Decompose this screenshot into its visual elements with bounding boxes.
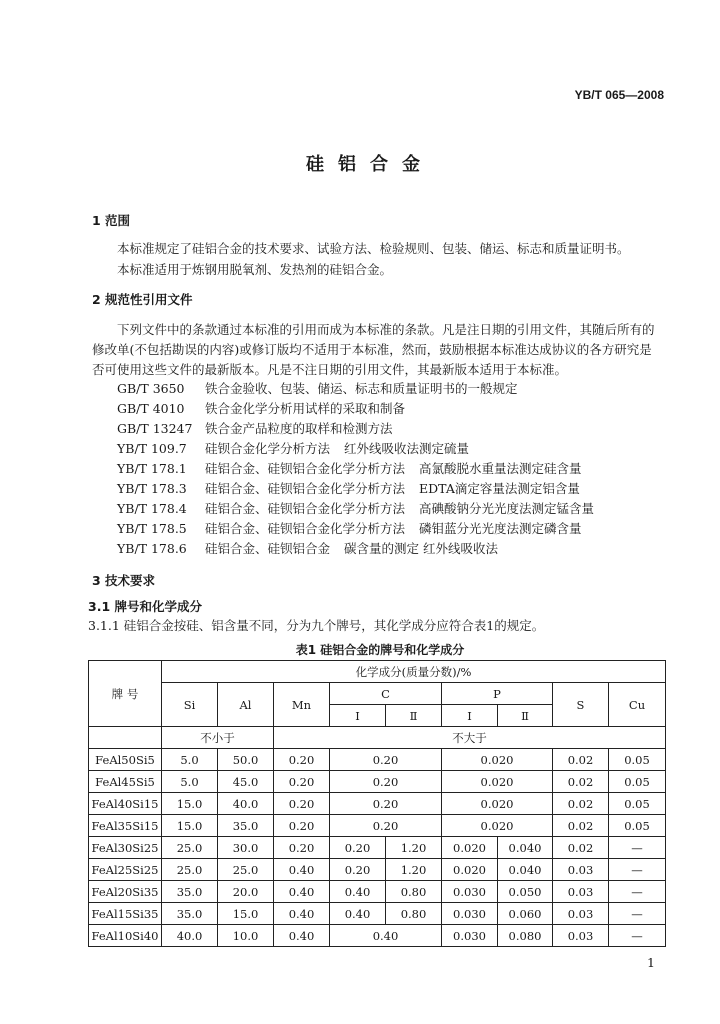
reference-title: 硅铝合金、硅钡铝合金化学分析方法 xyxy=(205,501,406,516)
composition-header: 化学成分(质量分数)/% xyxy=(162,661,666,683)
cell-c1: 0.40 xyxy=(330,903,386,925)
cell-s: 0.03 xyxy=(553,859,609,881)
subsection-heading: 3.1 牌号和化学成分 xyxy=(88,599,202,614)
cell-brand: FeAl45Si5 xyxy=(89,771,162,793)
col-c: C xyxy=(330,683,442,705)
reference-code: YB/T 178.1 xyxy=(117,461,187,476)
table-row xyxy=(89,881,666,903)
cell-p1: 0.030 xyxy=(442,903,498,925)
cell-s: 0.02 xyxy=(553,771,609,793)
cell-cu: — xyxy=(609,925,666,947)
cell-s: 0.02 xyxy=(553,815,609,837)
table-row xyxy=(89,837,666,859)
clause-text: 3.1.1 硅铝合金按硅、铝含量不同，分为九个牌号，其化学成分应符合表1的规定。 xyxy=(88,618,545,633)
cell-p1: 0.020 xyxy=(442,837,498,859)
reference-method: 高氯酸脱水重量法测定硅含量 xyxy=(419,461,582,476)
reference-item xyxy=(117,519,582,537)
cell-p2: 0.040 xyxy=(498,837,553,859)
cell-cu: — xyxy=(609,859,666,881)
reference-title: 硅铝合金、硅钡铝合金 xyxy=(205,541,331,556)
cell-s: 0.02 xyxy=(553,837,609,859)
reference-title: 铁合金化学分析用试样的采取和制备 xyxy=(205,401,406,416)
cell-si: 15.0 xyxy=(162,793,218,815)
paragraph-line: 修改单(不包括勘误的内容)或修订版均不适用于本标准，然而，鼓励根据本标准达成协议的各方研究是 xyxy=(92,342,652,357)
table-row xyxy=(89,749,666,771)
cell-c: 0.20 xyxy=(330,793,442,815)
cell-p1: 0.030 xyxy=(442,925,498,947)
col-al: Al xyxy=(218,683,274,727)
cell-al: 15.0 xyxy=(218,903,274,925)
cell-al: 25.0 xyxy=(218,859,274,881)
table-row xyxy=(89,771,666,793)
cell-mn: 0.20 xyxy=(274,837,330,859)
cell-si: 5.0 xyxy=(162,749,218,771)
cell-p2: 0.040 xyxy=(498,859,553,881)
paragraph: 本标准适用于炼钢用脱氧剂、发热剂的硅铝合金。 xyxy=(117,262,393,277)
reference-item xyxy=(117,499,594,517)
col-si: Si xyxy=(162,683,218,727)
section-2-heading: 2 规范性引用文件 xyxy=(92,292,193,307)
col-cu: Cu xyxy=(609,683,666,727)
cell-brand: FeAl50Si5 xyxy=(89,749,162,771)
cell-s: 0.02 xyxy=(553,793,609,815)
reference-code: YB/T 178.6 xyxy=(117,541,187,556)
cell-mn: 0.20 xyxy=(274,815,330,837)
cell-brand: FeAl35Si15 xyxy=(89,815,162,837)
paragraph-line: 否可使用这些文件的最新版本。凡是不注日期的引用文件，其最新版本适用于本标准。 xyxy=(92,362,568,377)
table-caption: 表1 硅铝合金的牌号和化学成分 xyxy=(295,643,465,657)
cell-cu: — xyxy=(609,903,666,925)
document-title: 硅铝合金 xyxy=(306,154,434,175)
empty-cell xyxy=(89,727,162,749)
cell-al: 20.0 xyxy=(218,881,274,903)
paragraph: 本标准规定了硅铝合金的技术要求、试验方法、检验规则、包装、储运、标志和质量证明书。 xyxy=(117,241,630,256)
cell-s: 0.03 xyxy=(553,881,609,903)
cell-mn: 0.20 xyxy=(274,793,330,815)
reference-item xyxy=(117,539,498,557)
col-p-ii: Ⅱ xyxy=(498,705,553,727)
cell-s: 0.03 xyxy=(553,925,609,947)
cell-al: 40.0 xyxy=(218,793,274,815)
cell-cu: — xyxy=(609,837,666,859)
col-c-ii: Ⅱ xyxy=(386,705,442,727)
cell-si: 35.0 xyxy=(162,903,218,925)
reference-method: 碳含量的测定 红外线吸收法 xyxy=(344,541,498,556)
cell-c1: 0.20 xyxy=(330,837,386,859)
cell-c2: 0.80 xyxy=(386,903,442,925)
cell-brand: FeAl15Si35 xyxy=(89,903,162,925)
cell-mn: 0.20 xyxy=(274,771,330,793)
cell-cu: 0.05 xyxy=(609,793,666,815)
col-mn: Mn xyxy=(274,683,330,727)
col-p-i: Ⅰ xyxy=(442,705,498,727)
cell-cu: 0.05 xyxy=(609,771,666,793)
cell-si: 15.0 xyxy=(162,815,218,837)
cell-cu: 0.05 xyxy=(609,749,666,771)
cell-p1: 0.020 xyxy=(442,859,498,881)
page-number: 1 xyxy=(647,955,655,970)
cell-brand: FeAl25Si25 xyxy=(89,859,162,881)
cell-c: 0.20 xyxy=(330,749,442,771)
reference-code: GB/T 3650 xyxy=(117,381,185,396)
reference-item xyxy=(117,459,582,477)
reference-item xyxy=(117,479,580,497)
reference-code: GB/T 4010 xyxy=(117,401,185,416)
cell-mn: 0.40 xyxy=(274,925,330,947)
cell-si: 40.0 xyxy=(162,925,218,947)
standard-number: YB/T 065—2008 xyxy=(574,88,664,102)
cell-mn: 0.40 xyxy=(274,859,330,881)
reference-method: 磷钼蓝分光光度法测定磷含量 xyxy=(419,521,582,536)
max-label: 不大于 xyxy=(274,727,666,749)
table-row xyxy=(89,815,666,837)
brand-header: 牌 号 xyxy=(89,661,162,727)
reference-code: YB/T 178.4 xyxy=(117,501,187,516)
cell-brand: FeAl10Si40 xyxy=(89,925,162,947)
reference-title: 硅钡合金化学分析方法 xyxy=(205,441,331,456)
cell-s: 0.03 xyxy=(553,903,609,925)
cell-al: 50.0 xyxy=(218,749,274,771)
cell-p1: 0.030 xyxy=(442,881,498,903)
reference-title: 硅铝合金、硅钡铝合金化学分析方法 xyxy=(205,481,406,496)
cell-c1: 0.40 xyxy=(330,881,386,903)
cell-c: 0.20 xyxy=(330,771,442,793)
reference-title: 硅铝合金、硅钡铝合金化学分析方法 xyxy=(205,521,406,536)
cell-c: 0.20 xyxy=(330,815,442,837)
cell-mn: 0.40 xyxy=(274,881,330,903)
cell-brand: FeAl20Si35 xyxy=(89,881,162,903)
cell-p2: 0.060 xyxy=(498,903,553,925)
cell-c: 0.40 xyxy=(330,925,442,947)
reference-code: GB/T 13247 xyxy=(117,421,193,436)
cell-c1: 0.20 xyxy=(330,859,386,881)
cell-p: 0.020 xyxy=(442,771,553,793)
cell-c2: 0.80 xyxy=(386,881,442,903)
paragraph-line: 下列文件中的条款通过本标准的引用而成为本标准的条款。凡是注日期的引用文件，其随后所有的 xyxy=(117,322,655,337)
reference-code: YB/T 178.3 xyxy=(117,481,187,496)
reference-item xyxy=(117,379,532,397)
cell-mn: 0.40 xyxy=(274,903,330,925)
cell-al: 45.0 xyxy=(218,771,274,793)
cell-cu: — xyxy=(609,881,666,903)
composition-table xyxy=(88,660,666,947)
reference-title: 铁合金产品粒度的取样和检测方法 xyxy=(205,421,393,436)
cell-p2: 0.050 xyxy=(498,881,553,903)
table-row xyxy=(89,903,666,925)
col-s: S xyxy=(553,683,609,727)
cell-si: 25.0 xyxy=(162,837,218,859)
cell-al: 10.0 xyxy=(218,925,274,947)
cell-c2: 1.20 xyxy=(386,837,442,859)
cell-si: 35.0 xyxy=(162,881,218,903)
cell-si: 25.0 xyxy=(162,859,218,881)
reference-code: YB/T 109.7 xyxy=(117,441,187,456)
section-1-heading: 1 范围 xyxy=(92,213,131,228)
col-c-i: Ⅰ xyxy=(330,705,386,727)
min-label: 不小于 xyxy=(162,727,274,749)
cell-mn: 0.20 xyxy=(274,749,330,771)
cell-cu: 0.05 xyxy=(609,815,666,837)
reference-item xyxy=(117,399,419,417)
cell-al: 35.0 xyxy=(218,815,274,837)
cell-p: 0.020 xyxy=(442,815,553,837)
cell-p2: 0.080 xyxy=(498,925,553,947)
cell-s: 0.02 xyxy=(553,749,609,771)
section-3-heading: 3 技术要求 xyxy=(92,573,156,588)
reference-code: YB/T 178.5 xyxy=(117,521,187,536)
reference-item xyxy=(117,439,469,457)
cell-al: 30.0 xyxy=(218,837,274,859)
cell-p: 0.020 xyxy=(442,793,553,815)
reference-method: EDTA滴定容量法测定铝含量 xyxy=(419,481,580,496)
cell-si: 5.0 xyxy=(162,771,218,793)
cell-c2: 1.20 xyxy=(386,859,442,881)
reference-title: 铁合金验收、包装、储运、标志和质量证明书的一般规定 xyxy=(205,381,518,396)
col-p: P xyxy=(442,683,553,705)
reference-method: 红外线吸收法测定硫量 xyxy=(344,441,470,456)
reference-item xyxy=(117,419,407,437)
cell-brand: FeAl40Si15 xyxy=(89,793,162,815)
reference-title: 硅铝合金、硅钡铝合金化学分析方法 xyxy=(205,461,406,476)
reference-method: 高碘酸钠分光光度法测定锰含量 xyxy=(419,501,595,516)
table-row xyxy=(89,859,666,881)
cell-brand: FeAl30Si25 xyxy=(89,837,162,859)
cell-p: 0.020 xyxy=(442,749,553,771)
table-row xyxy=(89,925,666,947)
table-row xyxy=(89,793,666,815)
